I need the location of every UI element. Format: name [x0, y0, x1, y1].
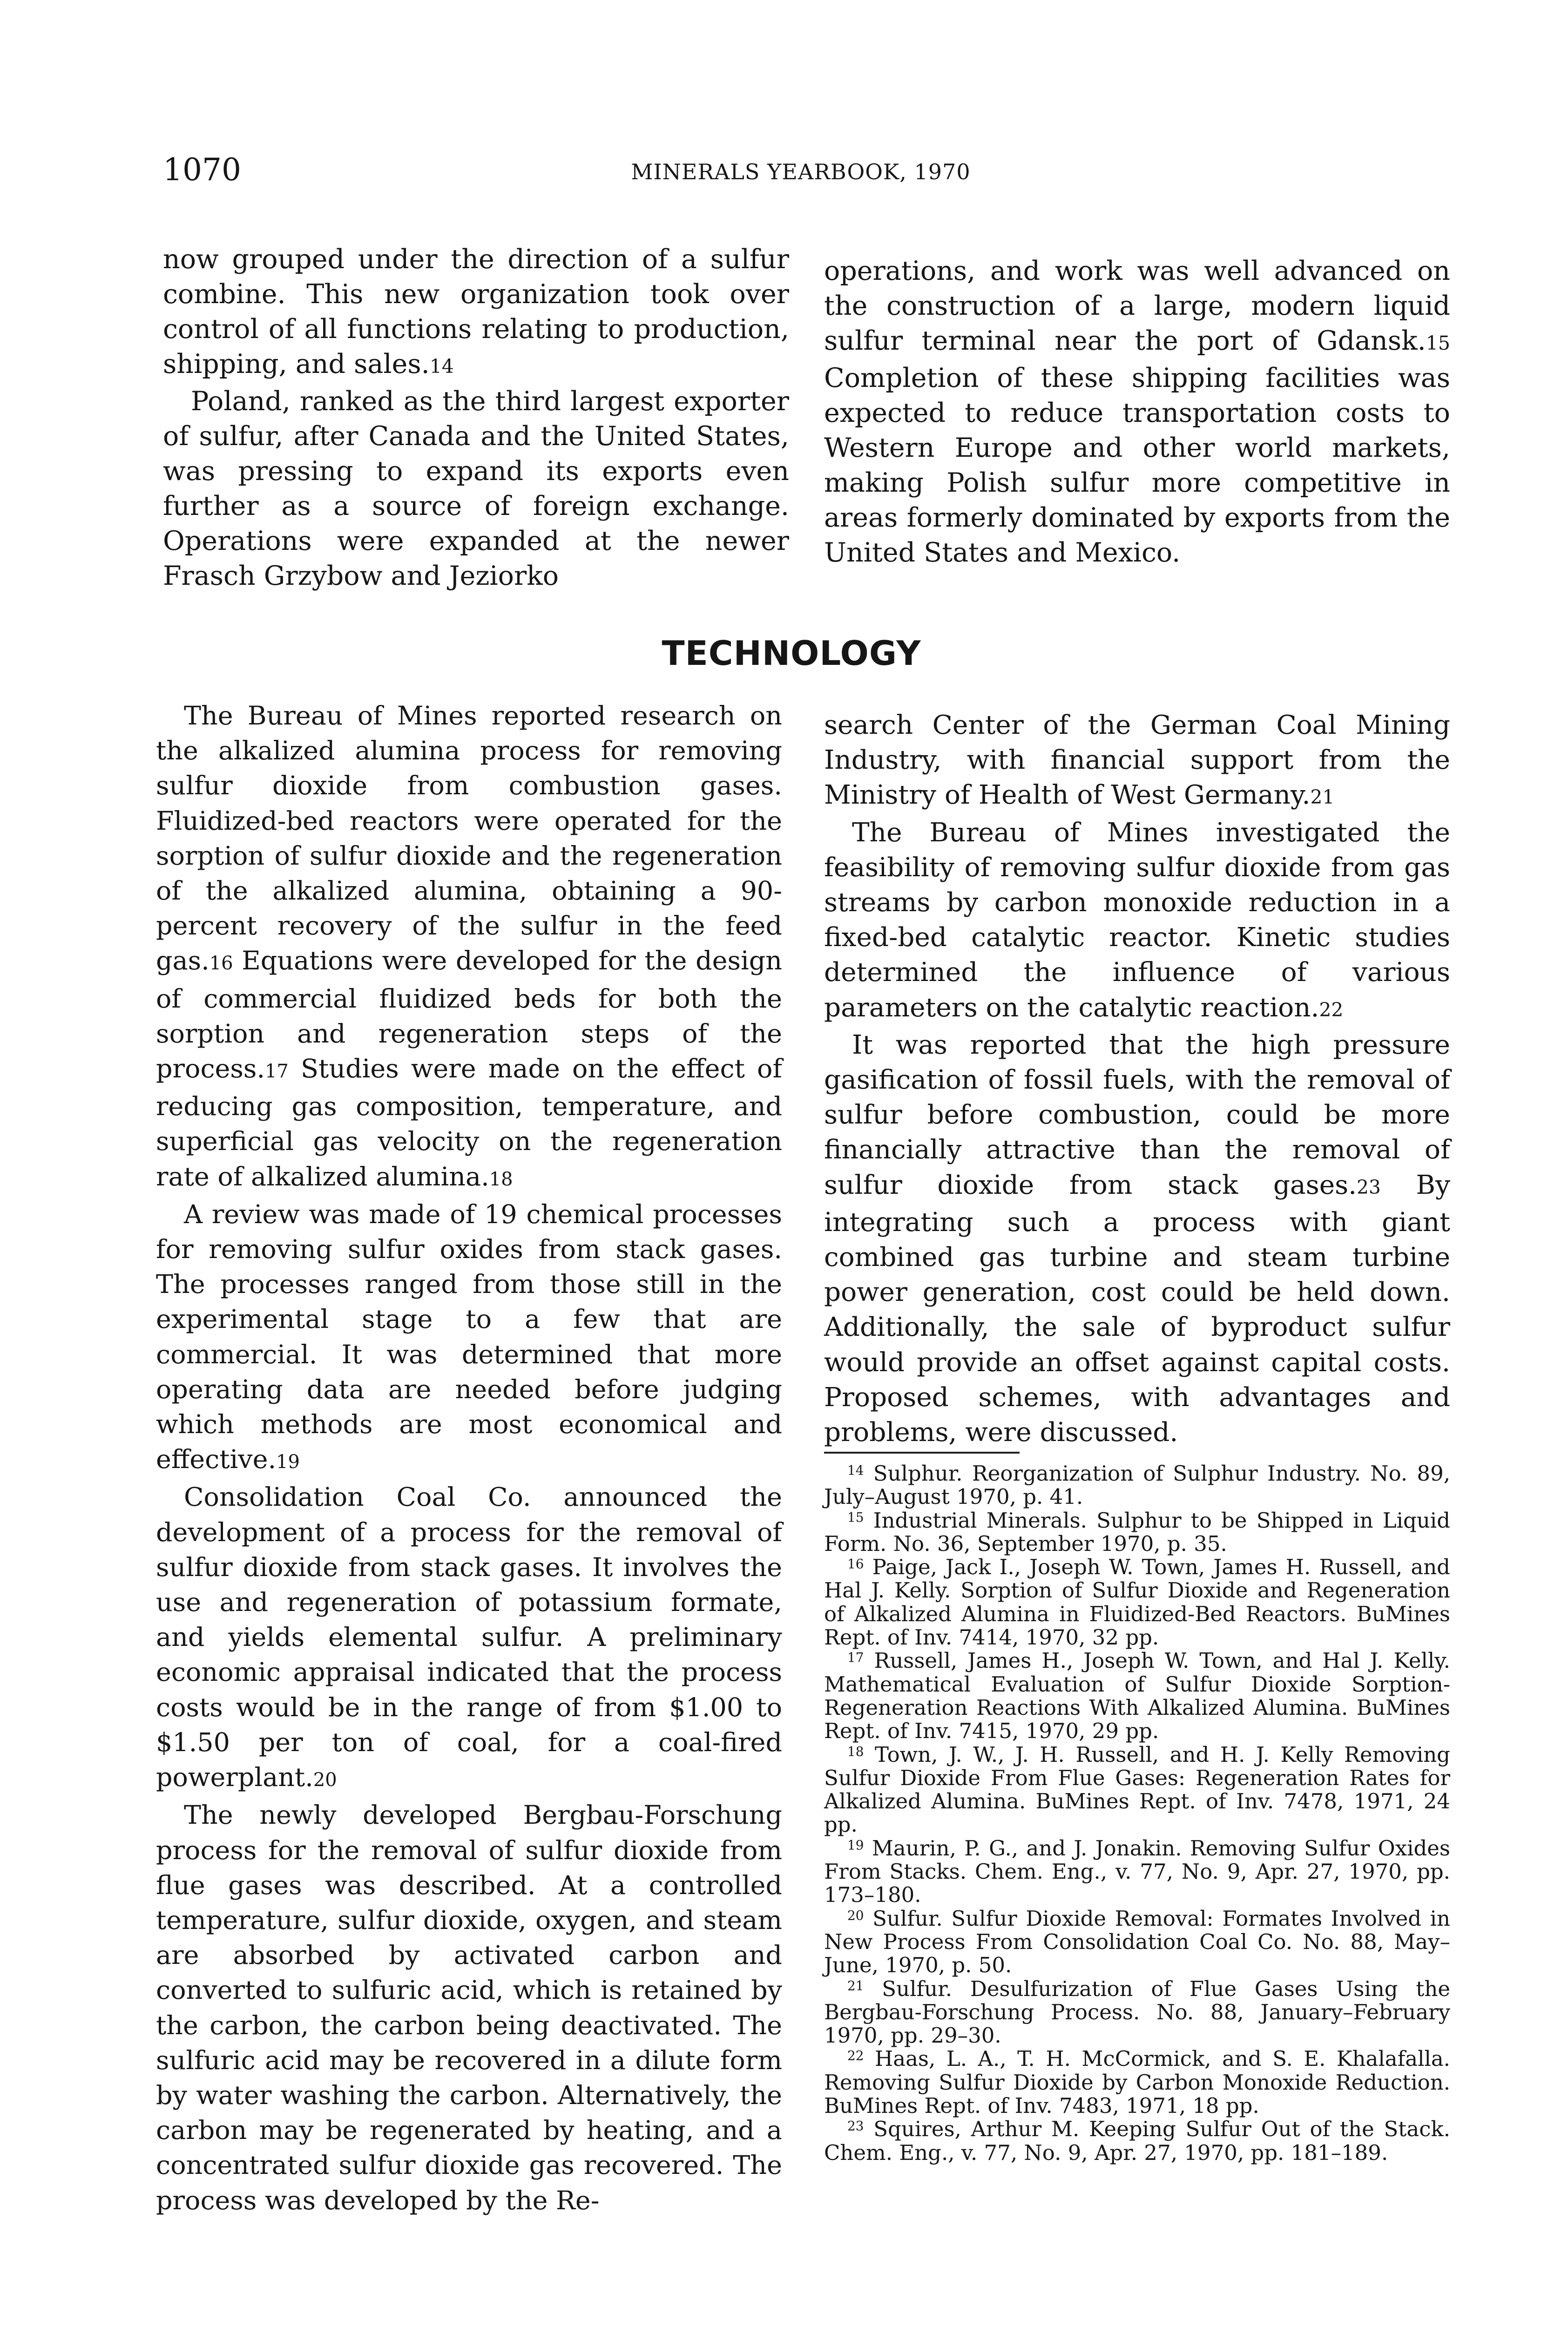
paragraph [824, 1028, 1450, 1450]
technology-right-column [824, 708, 1450, 1450]
footnote-text: Paige, Jack I., Joseph W. Town, James H. Russell, and Hal J. Kelly. Sorption of Sulfur Dioxide and Regeneration of Alkalized Alumina in Fluidized-Bed Reactors. BuMines Rept. of Inv. 7414, 1970, 32 pp. [824, 1555, 1450, 1650]
footnote [824, 1977, 1450, 2048]
paragraph-text: operations, and work was well advanced on the construction of a large, modern liquid sulfur terminal near the port of Gdansk. [824, 256, 1450, 356]
footnote-ref: 15 [1426, 332, 1450, 354]
footnote [824, 1509, 1450, 1556]
footnote-number: 17 [847, 1650, 864, 1665]
paragraph-text: Completion of these shipping facilities was expected to reduce transportation costs to Western Europe and other world markets, making Polish sulfur more competitive in areas formerly dominated by exports from the United States and Mexico. [824, 363, 1450, 568]
footnote [824, 1462, 1450, 1509]
footnote [824, 1649, 1450, 1743]
footnote-ref: 17 [265, 1061, 289, 1083]
footnote-text: Industrial Minerals. Sulphur to be Shipped in Liquid Form. No. 36, September 1970, p. 35. [824, 1508, 1450, 1556]
footnote-ref: 20 [313, 1769, 337, 1791]
section-heading-technology: TECHNOLOGY [662, 634, 921, 673]
page-number: 1070 [163, 152, 241, 188]
footnote-text: Sulphur. Reorganization of Sulphur Industry. No. 89, July–August 1970, p. 41. [824, 1461, 1451, 1509]
footnote-ref: 22 [1319, 998, 1344, 1021]
paragraph-text: A review was made of 19 chemical processes for removing sulfur oxides from stack gases. The processes ranged from those still in the experimental stage to a few that are commercial. It was determined that more operating data are needed before judging which methods are most economical and effective. [156, 1199, 782, 1475]
footnote-text: Russell, James H., Joseph W. Town, and Hal J. Kelly. Mathematical Evaluation of Sulfur Dioxide Sorption-Regeneration Reactions With Alkalized Alumina. BuMines Rept. of Inv. 7415, 1970, 29 pp. [824, 1648, 1450, 1744]
footnote-text: Maurin, P. G., and J. Jonakin. Removing Sulfur Oxides From Stacks. Chem. Eng., v. 77, No. 9, Apr. 27, 1970, pp. 173–180. [824, 1835, 1450, 1908]
footnote [824, 1837, 1450, 1907]
footnote-ref: 23 [1357, 1176, 1381, 1198]
footnote-number: 21 [847, 1977, 864, 1993]
footnote-text: Town, J. W., J. H. Russell, and H. J. Kelly Removing Sulfur Dioxide From Flue Gases: Regeneration Rates for Alkalized Alumina. BuMines Rept. of Inv. 7478, 1971, 24 pp. [824, 1742, 1450, 1837]
footnote [824, 2118, 1450, 2165]
footnote [824, 1907, 1450, 1977]
footnote [824, 2047, 1450, 2118]
paragraph [156, 1197, 782, 1480]
footnote-number: 14 [847, 1462, 864, 1478]
footnote-number: 22 [847, 2048, 864, 2064]
paragraph-text: now grouped under the direction of a sulfur combine. This new organization took over control of all functions relating to production, shipping, and sales. [163, 244, 789, 379]
page-header [163, 151, 1439, 193]
footnote-number: 16 [847, 1556, 864, 1572]
footnote-number: 19 [847, 1837, 864, 1853]
footnote [824, 1743, 1450, 1837]
paragraph-text: It was reported that the high pressure gasification of fossil fuels, with the removal of sulfur before combustion, could be more financially attractive than the removal of sulfur dioxide from stack gases. [824, 1029, 1450, 1200]
footnotes [824, 1462, 1450, 2165]
footnote-text: Sulfur. Sulfur Dioxide Removal: Formates Involved in New Process From Consolidation Coal Co. No. 88, May–June, 1970, p. 50. [824, 1906, 1450, 1978]
paragraph [163, 384, 789, 594]
footnote-text: Sulfur. Desulfurization of Flue Gases Using the Bergbau-Forschung Process. No. 88, January–February 1970, pp. 29–30. [824, 1976, 1450, 2048]
paragraph-text: search Center of the German Coal Mining Industry, with financial support from the Ministry of Health of West Germany. [824, 710, 1450, 811]
paragraph-text: By integrating such a process with giant combined gas turbine and steam turbine power generation, cost could be held down. Additionally, the sale of byproduct sulfur would provide an offset against capital costs. Proposed schemes, with advantages and problems, were discussed. [824, 1170, 1450, 1448]
top-left-column [163, 242, 789, 594]
paragraph-text: Poland, ranked as the third largest exporter of sulfur, after Canada and the United States, was pressing to expand its exports even further as a source of foreign exchange. Operations were expanded at the newer Frasch Grzybow and Jeziorko [163, 386, 789, 591]
paragraph-text: The Bureau of Mines reported research on the alkalized alumina process for removing sulfur dioxide from combustion gases. Fluidized-bed reactors were operated for the sorption of sulfur dioxide and the regeneration of the alkalized alumina, obtaining a 90-percent recovery of the sulfur in the feed gas. [156, 701, 782, 976]
paragraph-text: Equations were developed for the design of commercial fluidized beds for both the sorption and regeneration steps of the process. [156, 946, 782, 1084]
footnote-ref: 16 [209, 953, 233, 975]
footnote-ref: 14 [429, 355, 454, 378]
top-right-column [824, 254, 1450, 570]
paragraph [156, 1480, 782, 1798]
footnote-ref: 18 [489, 1168, 513, 1190]
paragraph [156, 1798, 782, 2218]
footnote-text: Haas, L. A., T. H. McCormick, and S. E. Khalafalla. Removing Sulfur Dioxide by Carbon Monoxide Reduction. BuMines Rept. of Inv. 7483, 1971, 18 pp. [824, 2046, 1450, 2118]
footnote-ref: 21 [1310, 786, 1335, 809]
footnote-divider [824, 1452, 1020, 1454]
footnote-ref: 19 [276, 1451, 300, 1473]
paragraph [824, 815, 1450, 1028]
footnote-text: Squires, Arthur M. Keeping Sulfur Out of the Stack. Chem. Eng., v. 77, No. 9, Apr. 27, 1970, pp. 181–189. [824, 2117, 1450, 2165]
footnote-number: 23 [847, 2118, 864, 2134]
paragraph [163, 242, 789, 384]
footnote [824, 1556, 1450, 1649]
paragraph [824, 254, 1450, 570]
footnote-number: 20 [847, 1908, 864, 1923]
paragraph [824, 708, 1450, 815]
footnote-number: 15 [847, 1509, 864, 1525]
running-title: MINERALS YEARBOOK, 1970 [631, 159, 971, 184]
paragraph [156, 698, 782, 1197]
paragraph-text: Studies were made on the effect of reducing gas composition, temperature, and superficial gas velocity on the regeneration rate of alkalized alumina. [156, 1054, 782, 1192]
footnote-number: 18 [847, 1744, 864, 1760]
technology-left-column [156, 698, 782, 2218]
paragraph-text: The newly developed Bergbau-Forschung process for the removal of sulfur dioxide from flue gases was described. At a controlled temperature, sulfur dioxide, oxygen, and steam are absorbed by activated carbon and converted to sulfuric acid, which is retained by the carbon, the carbon being deactivated. The sulfuric acid may be recovered in a dilute form by water washing the carbon. Alternatively, the carbon may be regenerated by heating, and a concentrated sulfur dioxide gas recovered. The process was developed by the Re- [156, 1800, 782, 2216]
paragraph-text: The Bureau of Mines investigated the feasibility of removing sulfur dioxide from gas streams by carbon monoxide reduction in a fixed-bed catalytic reactor. Kinetic studies determined the influence of various parameters on the catalytic reaction. [824, 817, 1450, 1023]
paragraph-text: Consolidation Coal Co. announced the development of a process for the removal of sulfur dioxide from stack gases. It involves the use and regeneration of potassium formate, and yields elemental sulfur. A preliminary economic appraisal indicated that the process costs would be in the range of from $1.00 to $1.50 per ton of coal, for a coal-fired powerplant. [156, 1482, 782, 1793]
